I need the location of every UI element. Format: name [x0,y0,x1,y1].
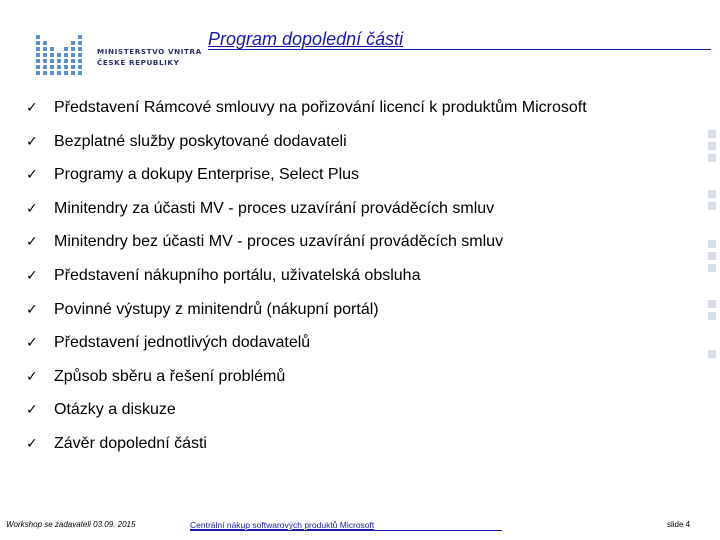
agenda-item [26,199,587,233]
agenda-item [26,300,587,334]
agenda-item [26,434,587,468]
agenda-item [26,132,587,166]
logo-line-1: MINISTERSTVO VNITRA [97,47,202,56]
ministry-logo-text [97,46,202,68]
footer-slide-number: slide 4 [667,520,691,529]
agenda-item [26,98,587,132]
agenda-item [26,400,587,434]
slide-title [208,30,711,50]
agenda-item-text: Programy a dokupy Enterprise, Select Plus [54,166,360,184]
agenda-item-text: Minitendry bez účasti MV - proces uzavírání prováděcích smluv [54,233,504,251]
check-icon: ✓ [26,267,38,284]
agenda-item-text: Povinné výstupy z minitendrů (nákupní portál) [54,300,379,318]
agenda-item [26,165,587,199]
agenda-item [26,333,587,367]
footer-project-title-text: Centrální nákup softwarových produktů Microsoft [190,520,375,530]
agenda-item-text: Způsob sběru a řešení problémů [54,367,286,385]
ministry-logo-icon [34,33,90,78]
slide-title-text: Program dopolední části [208,29,404,49]
agenda-item [26,367,587,401]
agenda-item [26,266,587,300]
check-icon: ✓ [26,402,38,419]
check-icon: ✓ [26,133,38,150]
check-icon: ✓ [26,335,38,352]
agenda-item [26,232,587,266]
decorative-dots-icon [700,130,720,370]
agenda-item-text: Bezplatné služby poskytované dodavateli [54,132,347,150]
agenda-item-text: Představení jednotlivých dodavatelů [54,334,311,352]
check-icon: ✓ [26,234,38,251]
agenda-item-text: Představení Rámcové smlouvy na pořizování licencí k produktům Microsoft [54,99,587,116]
logo-line-2: ČESKÉ REPUBLIKY [97,58,180,67]
check-icon: ✓ [26,435,38,452]
agenda-item-text: Otázky a diskuze [54,401,176,419]
footer-workshop-date: Workshop se zadavateli 03.09. 2015 [6,520,136,529]
check-icon: ✓ [26,100,38,116]
check-icon: ✓ [26,368,38,385]
agenda-item-text: Závěr dopolední části [54,434,207,452]
check-icon: ✓ [26,167,38,184]
footer-project-title [190,520,502,531]
ministry-logo [34,33,204,78]
agenda-list [26,98,587,468]
check-icon: ✓ [26,301,38,318]
agenda-item-text: Minitendry za účasti MV - proces uzavírání prováděcích smluv [54,199,495,217]
check-icon: ✓ [26,200,38,217]
agenda-item-text: Představení nákupního portálu, uživatelská obsluha [54,266,421,284]
